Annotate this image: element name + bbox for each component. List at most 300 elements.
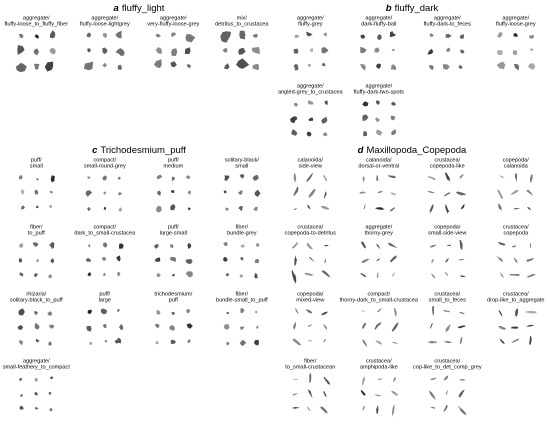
- category-cell-c-8-particle-image: [256, 243, 259, 247]
- category-cell-c-11-particle-image: [157, 310, 161, 315]
- category-cell-b-4-particle-image: [497, 62, 506, 69]
- category-cell-d-14-particle-image: [361, 376, 365, 386]
- category-cell-c-3-particle-image: [156, 206, 162, 213]
- category-cell-d-15-particle-image: [456, 405, 467, 417]
- category-cell-a-4-particle-image: [253, 34, 258, 38]
- category-cell-d-1-particle-image: [293, 208, 297, 211]
- category-cell-d-3-particle-image: [444, 172, 451, 182]
- category-cell-c-10-particle-image: [115, 338, 122, 344]
- category-group-label: crustacea/: [434, 358, 461, 365]
- category-cell-c-10-particle-image: [89, 342, 92, 345]
- category-name-label: fluffy-loose_to_fluffy_fiber: [4, 21, 69, 28]
- category-cell-b-1-particle-image: [294, 64, 299, 71]
- category-cell-c-7-particle-image: [187, 243, 191, 249]
- category-name-label: side-view: [298, 163, 322, 170]
- category-cell-d-14-particle-image: [391, 404, 396, 417]
- category-cell-b-1-particle-image: [306, 32, 313, 37]
- category-cell-b-6: [354, 84, 404, 137]
- category-name-label: medium: [163, 163, 184, 170]
- category-cell-b-2-particle-image: [360, 47, 367, 53]
- category-cell-d-9-particle-image: [323, 324, 328, 331]
- category-cell-d-10-particle-image: [392, 342, 397, 344]
- category-cell-a-4-particle-image: [236, 58, 249, 69]
- category-cell-d-4-particle-image: [515, 173, 517, 182]
- category-cell-d-1: [293, 158, 329, 211]
- category-cell-c-7-particle-image: [186, 259, 193, 264]
- category-cell-c-7: [154, 225, 193, 278]
- category-cell-c-6-particle-image: [103, 273, 106, 277]
- category-cell-c-8-particle-image: [223, 257, 228, 262]
- category-cell-a-2-particle-image: [102, 48, 107, 55]
- category-cell-b-3-particle-image: [460, 50, 465, 54]
- category-cell-d-7-particle-image: [429, 244, 436, 248]
- category-cell-d-8-particle-image: [512, 245, 517, 248]
- category-cell-d-2-particle-image: [390, 192, 396, 196]
- category-cell-c-10-particle-image: [88, 310, 92, 314]
- category-cell-d-7-particle-image: [458, 259, 465, 261]
- category-cell-d-9: [292, 292, 329, 347]
- category-name-label: solitary-black_to_puff: [9, 297, 63, 304]
- category-cell-d-11-particle-image: [459, 311, 465, 314]
- category-cell-d-12-particle-image: [529, 335, 533, 345]
- category-cell-c-3-particle-image: [157, 191, 161, 196]
- category-cell-c-8-particle-image: [226, 273, 230, 276]
- category-group-label: aggregate/: [22, 358, 50, 365]
- category-group-label: fiber/: [235, 291, 249, 298]
- category-cell-b-3-particle-image: [446, 48, 450, 52]
- category-cell-d-2: [358, 158, 399, 213]
- category-cell-c-13-particle-image: [35, 378, 38, 382]
- category-cell-d-8: [495, 225, 536, 279]
- category-cell-d-4-particle-image: [496, 203, 503, 212]
- category-cell-c-13-particle-image: [49, 392, 52, 395]
- category-cell-d-6-particle-image: [361, 257, 369, 263]
- category-group-label: compact/: [367, 291, 391, 298]
- category-name-label: dark-fluffy-ball: [361, 21, 397, 28]
- category-cell-d-5-particle-image: [306, 242, 313, 251]
- category-cell-c-8-particle-image: [240, 274, 243, 277]
- panel-c-heading: c Trichodesmium_puff: [92, 145, 186, 156]
- category-cell-c-8-particle-image: [240, 245, 245, 249]
- category-cell-d-7: [428, 225, 467, 279]
- category-group-label: crustacea/: [434, 291, 461, 298]
- category-cell-a-2-particle-image: [116, 48, 125, 56]
- category-name-label: dorsal-or-ventral: [358, 163, 400, 170]
- category-cell-a-3-particle-image: [185, 34, 195, 42]
- category-cell-c-13-particle-image: [20, 394, 23, 397]
- category-cell-a-2-particle-image: [87, 48, 90, 52]
- category-cell-d-13: [285, 359, 335, 414]
- category-cell-a-3-particle-image: [171, 61, 177, 67]
- category-cell-d-14-particle-image: [391, 390, 398, 396]
- category-name-label: large-small: [159, 230, 187, 237]
- category-cell-c-13-particle-image: [50, 377, 53, 379]
- category-cell-b-5-particle-image: [308, 118, 313, 122]
- category-cell-a-1-particle-image: [16, 63, 27, 72]
- category-cell-d-1-particle-image: [293, 186, 299, 196]
- category-cell-d-12-particle-image: [526, 324, 535, 327]
- category-cell-b-4-particle-image: [513, 50, 518, 55]
- category-cell-b-2-particle-image: [360, 64, 366, 71]
- category-cell-d-10-particle-image: [377, 307, 383, 312]
- category-name-label: calanoida: [503, 163, 528, 170]
- category-cell-c-4-particle-image: [240, 174, 244, 178]
- category-cell-c-12-particle-image: [240, 340, 247, 347]
- category-cell-d-2-particle-image: [363, 204, 366, 210]
- category-cell-d-5-particle-image: [291, 269, 297, 284]
- category-cell-d-15-particle-image: [430, 377, 437, 380]
- category-group-label: aggregate/: [365, 224, 393, 231]
- category-cell-c-10-particle-image: [101, 309, 107, 315]
- category-group-label: solitary-black/: [224, 157, 259, 164]
- category-cell-c-4-particle-image: [255, 190, 261, 197]
- category-cell-c-12-particle-image: [227, 312, 230, 314]
- category-name-label: puff: [168, 297, 178, 304]
- category-cell-c-11-particle-image: [187, 339, 190, 343]
- category-cell-d-6-particle-image: [376, 258, 381, 261]
- category-cell-c-1-particle-image: [36, 178, 38, 180]
- category-cell-c-8: [223, 225, 259, 279]
- category-cell-d-7-particle-image: [445, 258, 450, 263]
- category-cell-c-13-particle-image: [35, 407, 39, 410]
- category-cell-d-12-particle-image: [499, 338, 506, 345]
- category-cell-d-3-particle-image: [427, 190, 435, 193]
- category-cell-c-7-particle-image: [170, 244, 173, 248]
- category-cell-d-1-particle-image: [321, 205, 330, 211]
- category-cell-a-1-particle-image: [50, 30, 55, 38]
- category-cell-b-6-particle-image: [376, 100, 380, 105]
- category-cell-d-1-particle-image: [307, 188, 317, 198]
- category-cell-d-3-particle-image: [443, 192, 451, 197]
- panel-b-heading: b fluffy_dark: [385, 3, 439, 14]
- category-cell-b-6-particle-image: [391, 102, 396, 106]
- category-cell-d-4-particle-image: [530, 174, 533, 183]
- category-cell-d-10-particle-image: [375, 339, 383, 345]
- category-cell-b-6-particle-image: [362, 115, 368, 122]
- category-cell-b-3-particle-image: [460, 34, 464, 38]
- category-cell-d-11-particle-image: [459, 337, 462, 345]
- category-cell-c-3-particle-image: [171, 190, 174, 193]
- category-cell-d-2-particle-image: [359, 191, 365, 193]
- category-cell-d-9-particle-image: [323, 339, 326, 343]
- category-cell-c-7-particle-image: [154, 244, 159, 249]
- category-cell-c-2-particle-image: [103, 191, 106, 194]
- category-cell-d-11: [427, 292, 466, 345]
- category-name-label: dark_to_small-crustacea: [74, 230, 136, 237]
- category-name-label: fluffy-grey: [298, 21, 323, 28]
- category-cell-b-2-particle-image: [390, 31, 396, 37]
- category-name-label: cop-like_to_det_comp_grey: [412, 364, 482, 371]
- category-cell-d-15-particle-image: [443, 375, 449, 382]
- category-cell-d-12-particle-image: [498, 325, 507, 330]
- category-cell-c-9-particle-image: [47, 311, 52, 315]
- category-cell-c-2-particle-image: [86, 190, 93, 197]
- category-cell-d-7-particle-image: [460, 275, 466, 277]
- category-cell-c-5-particle-image: [19, 243, 23, 247]
- category-group-label: aggregate/: [365, 15, 393, 22]
- category-cell-a-4-particle-image: [223, 48, 228, 52]
- category-cell-d-1-particle-image: [307, 204, 311, 209]
- category-cell-d-13-particle-image: [307, 388, 314, 399]
- category-group-label: puff/: [30, 157, 42, 164]
- category-cell-c-3-particle-image: [172, 177, 175, 182]
- category-name-label: small-side-view: [428, 230, 467, 237]
- category-cell-d-12-particle-image: [514, 308, 518, 317]
- category-cell-d-15-particle-image: [428, 390, 437, 401]
- category-cell-d-11-particle-image: [432, 306, 435, 316]
- category-cell-c-12: [216, 292, 268, 347]
- category-cell-c-2-particle-image: [102, 175, 107, 180]
- category-cell-b-2-particle-image: [391, 64, 397, 70]
- category-cell-d-4-particle-image: [513, 207, 520, 210]
- category-cell-c-9-particle-image: [35, 323, 40, 329]
- category-name-label: copepoda: [503, 230, 529, 237]
- category-cell-c-11-particle-image: [155, 324, 159, 328]
- category-cell-c-1-particle-image: [34, 190, 38, 195]
- category-cell-c-13-particle-image: [35, 392, 38, 396]
- category-group-label: crustacea/: [502, 224, 529, 231]
- category-cell-d-13-particle-image: [293, 379, 298, 380]
- category-cell-c-13-particle-image: [19, 378, 22, 381]
- category-cell-c-11-particle-image: [186, 309, 190, 314]
- category-cell-c-9-particle-image: [18, 308, 25, 315]
- category-cell-b-1-particle-image: [310, 48, 313, 52]
- category-group-label: aggregate/: [91, 15, 119, 22]
- category-cell-b-1-particle-image: [295, 35, 300, 38]
- category-cell-b-2-particle-image: [360, 34, 365, 38]
- category-cell-c-12-particle-image: [226, 342, 229, 346]
- category-cell-d-12: [487, 292, 545, 346]
- category-cell-c-5-particle-image: [19, 272, 23, 276]
- category-group-label: aggregate/: [296, 83, 324, 90]
- category-cell-d-8-particle-image: [530, 243, 531, 248]
- category-cell-c-9-particle-image: [48, 341, 51, 346]
- category-cell-d-13-particle-image: [320, 405, 329, 413]
- category-cell-d-3-particle-image: [429, 204, 434, 214]
- category-cell-b-3-particle-image: [446, 34, 452, 38]
- category-cell-c-6-particle-image: [88, 272, 92, 276]
- category-cell-d-1-particle-image: [323, 191, 327, 200]
- category-group-label: crustacea/: [502, 291, 529, 298]
- category-cell-a-4-particle-image: [238, 48, 246, 55]
- category-cell-b-5-particle-image: [324, 100, 327, 105]
- category-name-label: fluffy-loose-grey: [495, 21, 536, 28]
- category-cell-d-1-particle-image: [305, 172, 314, 183]
- category-cell-a-3-particle-image: [187, 64, 192, 68]
- category-cell-c-11-particle-image: [156, 341, 159, 344]
- category-cell-b-1-particle-image: [322, 63, 325, 67]
- category-cell-c-2-particle-image: [118, 207, 122, 212]
- category-cell-c-5-particle-image: [34, 273, 38, 277]
- category-cell-d-13-particle-image: [323, 391, 328, 397]
- category-cell-d-12-particle-image: [510, 338, 519, 343]
- category-cell-a-1-particle-image: [19, 34, 24, 39]
- category-cell-c-13-particle-image: [49, 408, 52, 411]
- category-group-label: puff/: [167, 157, 179, 164]
- category-cell-a-3-particle-image: [156, 47, 162, 54]
- panel-a-heading: a fluffy_light: [113, 3, 165, 14]
- category-cell-d-9-particle-image: [307, 324, 312, 327]
- category-cell-d-14: [360, 359, 399, 417]
- category-cell-c-6-particle-image: [102, 257, 106, 261]
- category-cell-d-15-particle-image: [430, 407, 435, 409]
- category-cell-c-7-particle-image: [186, 271, 193, 277]
- category-cell-d-14-particle-image: [362, 406, 365, 412]
- category-cell-d-9-particle-image: [308, 340, 312, 342]
- category-cell-c-9-particle-image: [36, 339, 40, 343]
- category-group-label: calanoida/: [366, 157, 392, 164]
- category-cell-d-7-particle-image: [431, 273, 436, 279]
- category-cell-d-2-particle-image: [376, 175, 378, 182]
- category-cell-b-3-particle-image: [458, 65, 462, 69]
- category-cell-b-2-particle-image: [374, 47, 379, 52]
- panel-d-heading: d Maxillopoda_Copepoda: [357, 145, 467, 156]
- category-cell-d-11-particle-image: [457, 324, 466, 329]
- category-cell-a-1-particle-image: [35, 34, 39, 38]
- category-cell-d-13-particle-image: [306, 406, 311, 411]
- category-cell-c-10-particle-image: [119, 324, 123, 330]
- category-cell-d-5-particle-image: [291, 242, 298, 250]
- category-cell-a-3-particle-image: [154, 59, 162, 68]
- category-cell-d-4-particle-image: [527, 206, 532, 210]
- category-cell-d-10-particle-image: [373, 321, 382, 330]
- category-name-label: fluffy-dark-two-spots: [353, 89, 404, 96]
- category-group-label: rhizaria/: [26, 291, 47, 298]
- category-cell-d-2-particle-image: [387, 175, 396, 179]
- category-cell-d-11-particle-image: [430, 323, 433, 330]
- category-cell-b-5-particle-image: [323, 132, 328, 136]
- category-cell-c-3-particle-image: [188, 207, 191, 210]
- category-cell-c-10: [86, 292, 123, 346]
- category-cell-d-9-particle-image: [292, 338, 303, 347]
- category-cell-c-5-particle-image: [37, 259, 39, 262]
- category-cell-b-5-particle-image: [294, 103, 298, 107]
- category-cell-c-1-particle-image: [50, 191, 53, 194]
- category-cell-c-11-particle-image: [187, 323, 193, 329]
- category-cell-d-3-particle-image: [428, 175, 437, 180]
- category-cell-a-4-particle-image: [220, 31, 231, 43]
- category-cell-a-3: [147, 16, 199, 69]
- category-cell-d-6: [360, 225, 398, 279]
- category-cell-c-12-particle-image: [240, 308, 244, 313]
- category-group-label: compact/: [93, 224, 117, 231]
- category-cell-c-4-particle-image: [224, 175, 229, 181]
- category-cell-b-4-particle-image: [530, 48, 534, 50]
- category-cell-c-4-particle-image: [224, 190, 227, 193]
- category-cell-a-1: [5, 16, 69, 73]
- category-cell-c-9-particle-image: [34, 311, 38, 315]
- category-cell-c-8-particle-image: [240, 257, 243, 261]
- category-cell-c-4-particle-image: [238, 206, 243, 211]
- category-cell-d-2-particle-image: [389, 207, 396, 213]
- category-cell-d-11-particle-image: [444, 323, 451, 333]
- category-group-label: aggregate/: [159, 15, 187, 22]
- category-cell-a-2-particle-image: [118, 65, 122, 70]
- category-cell-b-5: [278, 84, 344, 137]
- category-cell-a-2-particle-image: [84, 62, 93, 71]
- category-cell-c-9-particle-image: [18, 325, 24, 330]
- category-name-label: small-round-grey: [83, 163, 126, 170]
- category-name-label: small_to_feces: [428, 297, 466, 304]
- category-cell-d-3-particle-image: [444, 204, 450, 214]
- category-cell-d-1-particle-image: [293, 173, 296, 182]
- category-cell-c-10-particle-image: [103, 324, 107, 328]
- category-cell-c-6-particle-image: [116, 255, 121, 261]
- category-name-label: fluffy-dark-to_feces: [423, 21, 472, 28]
- category-cell-a-1-particle-image: [17, 45, 24, 55]
- category-cell-c-4: [224, 158, 261, 212]
- category-cell-c-2-particle-image: [87, 207, 91, 211]
- category-cell-c-1-particle-image: [21, 206, 25, 210]
- category-name-label: copepoda-like: [429, 163, 465, 170]
- category-cell-d-15-particle-image: [445, 390, 448, 395]
- category-cell-a-4-particle-image: [253, 64, 260, 70]
- category-cell-b-1-particle-image: [321, 47, 328, 53]
- category-cell-b-4-particle-image: [514, 64, 519, 71]
- category-cell-d-8-particle-image: [498, 241, 506, 246]
- category-group-label: calanoida/: [297, 157, 324, 164]
- category-name-label: thorny-dark_to_small-crustacea: [339, 297, 418, 304]
- category-group-label: crustacea/: [434, 157, 461, 164]
- category-cell-a-2-particle-image: [103, 33, 107, 39]
- category-cell-c-11: [154, 292, 192, 345]
- category-cell-b-6-particle-image: [363, 131, 367, 136]
- category-cell-d-2-particle-image: [362, 175, 365, 183]
- category-name-label: detritus_to_crustacea: [215, 21, 269, 28]
- category-cell-b-6-particle-image: [391, 116, 396, 121]
- category-cell-d-7-particle-image: [446, 245, 451, 247]
- category-cell-b-4-particle-image: [497, 32, 503, 38]
- category-cell-c-1: [19, 158, 55, 210]
- category-cell-c-2-particle-image: [87, 176, 90, 179]
- category-cell-d-5-particle-image: [309, 256, 315, 262]
- category-cell-a-2: [80, 16, 130, 71]
- category-cell-d-5: [285, 225, 337, 285]
- category-cell-a-2-particle-image: [86, 32, 91, 37]
- category-cell-a-4-particle-image: [239, 31, 245, 40]
- category-name-label: amphipoda-like: [359, 364, 398, 371]
- category-cell-c-3-particle-image: [186, 175, 191, 179]
- category-cell-b-2: [360, 16, 396, 71]
- category-cell-c-3-particle-image: [157, 175, 163, 180]
- category-cell-a-3-particle-image: [171, 48, 177, 56]
- category-group-label: crustacea/: [365, 358, 392, 365]
- category-cell-d-9-particle-image: [321, 311, 329, 316]
- category-cell-b-2-particle-image: [392, 49, 395, 52]
- category-cell-d-11-particle-image: [443, 340, 452, 344]
- category-name-label: small: [235, 163, 249, 170]
- category-cell-c-8-particle-image: [223, 242, 228, 246]
- category-cell-c-6-particle-image: [88, 245, 90, 248]
- category-cell-c-1-particle-image: [51, 175, 55, 182]
- category-cell-d-10-particle-image: [361, 310, 366, 311]
- category-cell-b-5-particle-image: [290, 116, 297, 123]
- category-cell-d-15-particle-image: [442, 405, 448, 413]
- category-cell-d-10-particle-image: [362, 339, 368, 348]
- panel-b: [278, 3, 536, 136]
- category-group-label: aggregate/: [433, 15, 461, 22]
- category-cell-d-10-particle-image: [361, 322, 367, 329]
- category-name-label: fluffy-loose-lightgrey: [79, 21, 130, 28]
- category-cell-d-12-particle-image: [498, 310, 503, 318]
- category-group-label: copepoda/: [434, 224, 461, 231]
- category-name-label: bundle-small_to_puff: [215, 297, 268, 304]
- category-cell-d-5-particle-image: [293, 255, 297, 266]
- category-group-label: fiber/: [304, 358, 317, 365]
- category-cell-d-4: [496, 158, 534, 212]
- category-cell-d-9-particle-image: [295, 308, 299, 315]
- category-cell-c-7-particle-image: [170, 257, 177, 262]
